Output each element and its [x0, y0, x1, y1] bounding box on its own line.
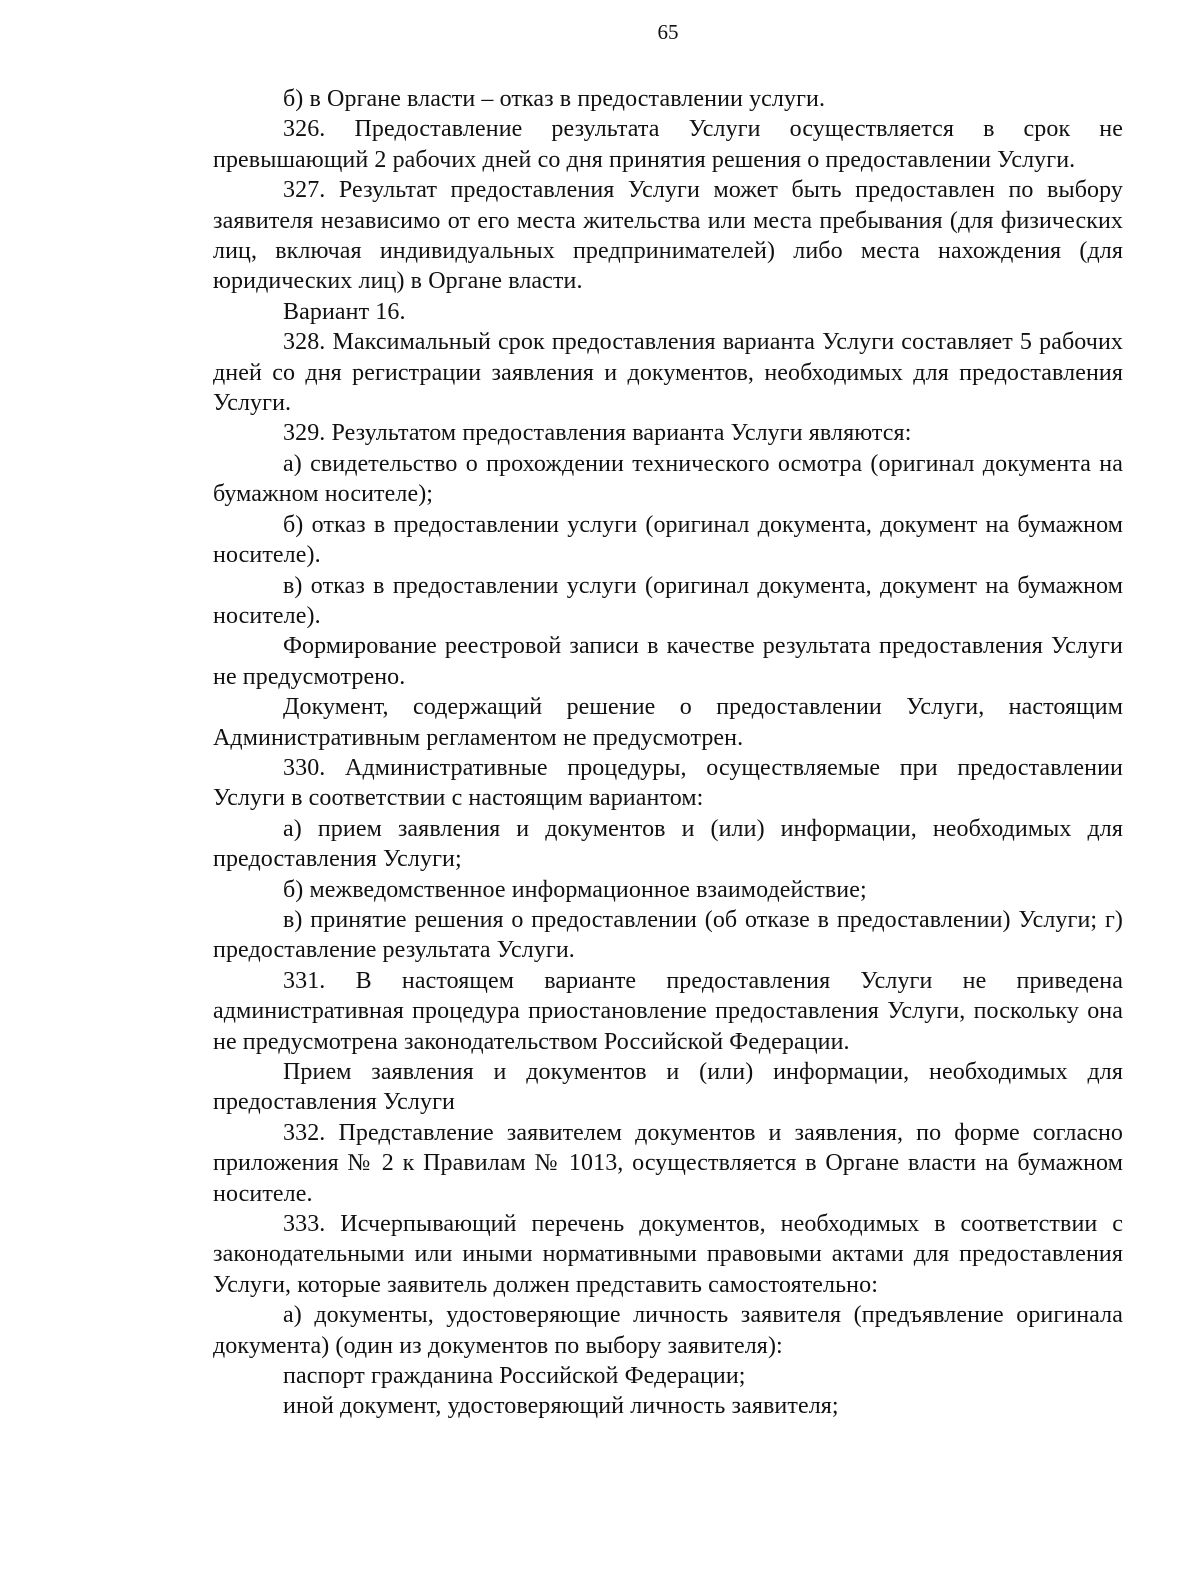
paragraph-330-b: б) межведомственное информационное взаимодействие; — [283, 876, 867, 903]
paragraph-330: 330. Административные процедуры, осуществляемые при предоставлении Услуги в соответствии с настоящим вариантом: — [213, 754, 1123, 812]
paragraph-328: 328. Максимальный срок предоставления варианта Услуги составляет 5 рабочих дней со дня регистрации заявления и документов, необходимых для предоставления Услуги. — [213, 329, 1123, 417]
paragraph-registry-record: Формирование реестровой записи в качестве результата предоставления Услуги не предусмотрено. — [213, 633, 1123, 690]
paragraph-333-a: а) документы, удостоверяющие личность заявителя (предъявление оригинала документа) (один из документов по выбору заявителя): — [213, 1302, 1123, 1359]
paragraph-330-a: а) прием заявления и документов и (или) информации, необходимых для предоставления Услуги; — [213, 815, 1123, 873]
paragraph-decision-document: Документ, содержащий решение о предоставлении Услуги, настоящим Административным регламентом не предусмотрен. — [213, 694, 1123, 751]
paragraph-333: 333. Исчерпывающий перечень документов, необходимых в соответствии с законодательными или иными нормативными правовыми актами для предоставления Услуги, которые заявитель должен представить самостоятельно: — [213, 1211, 1123, 1298]
paragraph-329-v: в) отказ в предоставлении услуги (оригинал документа, документ на бумажном носителе). — [213, 572, 1123, 629]
paragraph-reception-heading: Прием заявления и документов и (или) информации, необходимых для предоставления Услуги — [213, 1059, 1123, 1116]
paragraph-327: 327. Результат предоставления Услуги может быть предоставлен по выбору заявителя независимо от его места жительства или места пребывания (для физических лиц, включая индивидуальных предпринимателей) либо места нахождения (для юридических лиц) в Органе власти. — [213, 177, 1123, 295]
paragraph-variant-16: Вариант 16. — [283, 298, 406, 325]
paragraph-passport: паспорт гражданина Российской Федерации; — [283, 1363, 746, 1390]
paragraph-329-b: б) отказ в предоставлении услуги (оригинал документа, документ на бумажном носителе). — [213, 511, 1123, 569]
paragraph-b-refusal: б) в Органе власти – отказ в предоставлении услуги. — [283, 86, 826, 112]
paragraph-330-v-g: в) принятие решения о предоставлении (об отказе в предоставлении) Услуги; г) предоставление результата Услуги. — [213, 906, 1123, 964]
document-body — [213, 84, 1123, 1422]
paragraph-326: 326. Предоставление результата Услуги осуществляется в срок не превышающий 2 рабочих дней со дня принятия решения о предоставлении Услуги. — [213, 116, 1123, 173]
paragraph-331: 331. В настоящем варианте предоставления Услуги не приведена административная процедура приостановление предоставления Услуги, поскольку она не предусмотрена законодательством Российской Федерации. — [213, 967, 1123, 1055]
paragraph-329-a: а) свидетельство о прохождении технического осмотра (оригинал документа на бумажном носителе); — [213, 450, 1123, 508]
paragraph-329: 329. Результатом предоставления варианта Услуги являются: — [283, 420, 912, 447]
page-number: 65 — [657, 20, 679, 44]
paragraph-other-id: иной документ, удостоверяющий личность заявителя; — [283, 1393, 839, 1420]
paragraph-332: 332. Представление заявителем документов и заявления, по форме согласно приложения № 2 к Правилам № 1013, осуществляется в Органе власти на бумажном носителе. — [213, 1119, 1123, 1207]
